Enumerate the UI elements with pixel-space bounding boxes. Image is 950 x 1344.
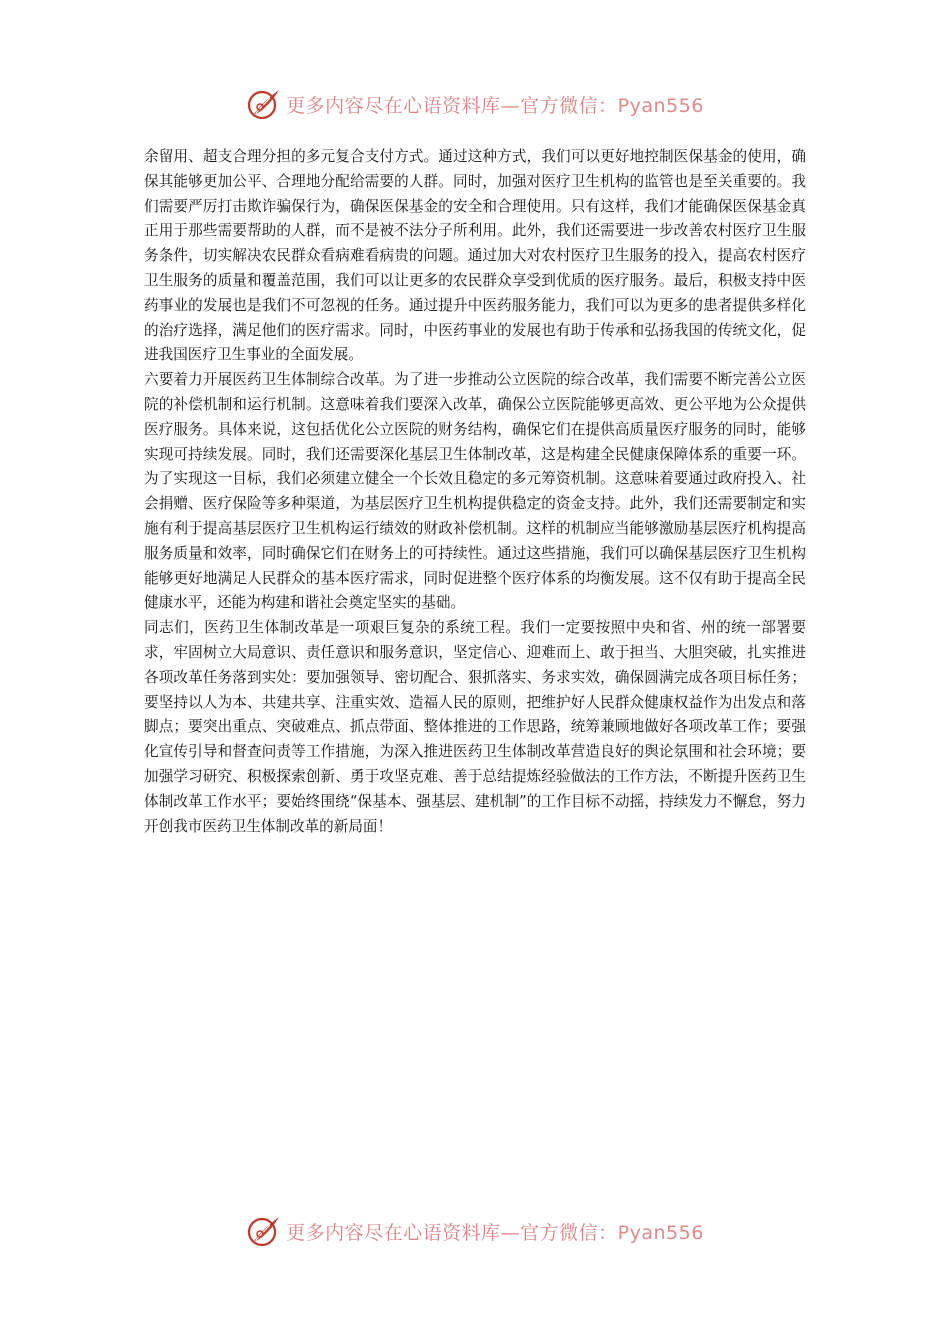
header-banner-label: 更多内容尽在心语资料库—官方微信： — [286, 94, 618, 117]
header-banner — [0, 84, 950, 124]
footer-banner-text — [286, 1218, 704, 1245]
quill-logo-icon — [246, 1213, 282, 1249]
paragraph-3: 同志们，医药卫生体制改革是一项艰巨复杂的系统工程。我们一定要按照中央和省、州的统一部署要求，牢固树立大局意识、责任意识和服务意识，坚定信心、迎难而上、敢于担当、大胆突破，扎实推进各项改革任务落到实处：要加强领导、密切配合、狠抓落实、务求实效，确保圆满完成各项目标任务；要坚持以人为本、共建共享、注重实效、造福人民的原则，把维护好人民群众健康权益作为出发点和落脚点；要突出重点、突破难点、抓点带面、整体推进的工作思路，统筹兼顾地做好各项改革工作；要强化宣传引导和督查问责等工作措施，为深入推进医药卫生体制改革营造良好的舆论氛围和社会环境；要加强学习研究、积极探索创新、勇于攻坚克难、善于总结提炼经验做法的工作方法，不断提升医药卫生体制改革工作水平；要始终围绕“保基本、强基层、建机制”的工作目标不动摇，持续发力不懈怠，努力开创我市医药卫生体制改革的新局面！ — [144, 619, 806, 835]
quill-logo-icon — [246, 86, 282, 122]
footer-banner — [0, 1211, 950, 1251]
document-body — [144, 145, 806, 839]
paragraph-2: 六要着力开展医药卫生体制综合改革。为了进一步推动公立医院的综合改革，我们需要不断完善公立医院的补偿机制和运行机制。这意味着我们要深入改革，确保公立医院能够更高效、更公平地为公众提供医疗服务。具体来说，这包括优化公立医院的财务结构，确保它们在提供高质量医疗服务的同时，能够实现可持续发展。同时，我们还需要深化基层卫生体制改革，这是构建全民健康保障体系的重要一环。为了实现这一目标，我们必须建立健全一个长效且稳定的多元筹资机制。这意味着要通过政府投入、社会捐赠、医疗保险等多种渠道，为基层医疗卫生机构提供稳定的资金支持。此外，我们还需要制定和实施有利于提高基层医疗卫生机构运行绩效的财政补偿机制。这样的机制应当能够激励基层医疗机构提高服务质量和效率，同时确保它们在财务上的可持续性。通过这些措施，我们可以确保基层医疗卫生机构能够更好地满足人民群众的基本医疗需求，同时促进整个医疗体系的均衡发展。这不仅有助于提高全民健康水平，还能为构建和谐社会奠定坚实的基础。 — [144, 371, 806, 612]
header-banner-text — [286, 91, 704, 118]
footer-wechat-id: Pyan556 — [617, 1221, 704, 1244]
paragraph-1: 余留用、超支合理分担的多元复合支付方式。通过这种方式，我们可以更好地控制医保基金的使用，确保其能够更加公平、合理地分配给需要的人群。同时，加强对医疗卫生机构的监管也是至关重要的。我们需要严厉打击欺诈骗保行为，确保医保基金的安全和合理使用。只有这样，我们才能确保医保基金真正用于那些需要帮助的人群，而不是被不法分子所利用。此外，我们还需要进一步改善农村医疗卫生服务条件，切实解决农民群众看病难看病贵的问题。通过加大对农村医疗卫生服务的投入，提高农村医疗卫生服务的质量和覆盖范围，我们可以让更多的农民群众享受到优质的医疗服务。最后，积极支持中医药事业的发展也是我们不可忽视的任务。通过提升中医药服务能力，我们可以为更多的患者提供多样化的治疗选择，满足他们的医疗需求。同时，中医药事业的发展也有助于传承和弘扬我国的传统文化，促进我国医疗卫生事业的全面发展。 — [144, 148, 806, 364]
header-wechat-id: Pyan556 — [617, 94, 704, 117]
footer-banner-label: 更多内容尽在心语资料库—官方微信： — [286, 1221, 618, 1244]
